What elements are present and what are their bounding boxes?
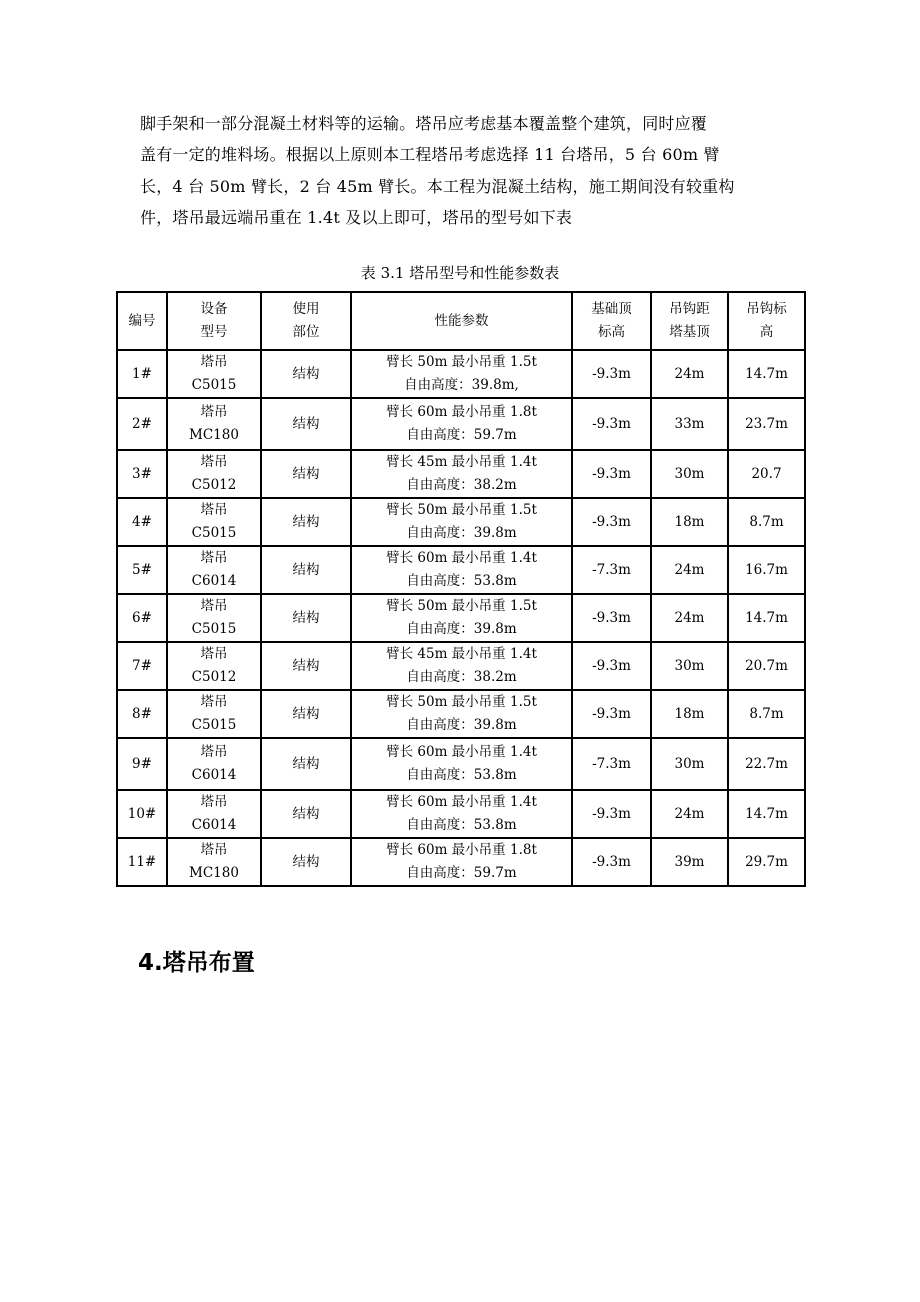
column-header-line: 编号 — [128, 312, 156, 329]
cell-foundation-elevation — [572, 738, 651, 790]
cell-id — [117, 738, 167, 790]
paragraph-line: 脚手架和一部分混凝土材料等的运输。塔吊应考虑基本覆盖整个建筑，同时应覆 — [140, 114, 708, 133]
cell-hook-distance — [651, 498, 728, 546]
cell-hook-elevation — [728, 838, 805, 886]
column-header — [572, 292, 651, 350]
cell-foundation-elevation-text: -9.3m — [592, 415, 631, 432]
column-header-line: 塔基顶 — [669, 324, 710, 340]
cell-equipment-model-text: 塔吊 — [200, 550, 228, 566]
cell-equipment-model-text: C5012 — [191, 477, 237, 493]
column-header-line: 吊钩距 — [669, 301, 710, 317]
cell-performance-text: 自由高度：39.8m — [406, 717, 517, 733]
cell-location-text: 结构 — [292, 415, 320, 432]
cell-performance-text: 自由高度：53.8m — [406, 767, 517, 783]
cell-id-text: 5# — [132, 561, 152, 578]
cell-equipment-model — [167, 398, 261, 450]
cell-location-text: 结构 — [292, 805, 320, 822]
cell-id-text: 3# — [132, 465, 152, 482]
cell-performance-text: 臂长 50m 最小吊重 1.5t — [386, 502, 537, 518]
cell-id-text: 6# — [132, 609, 152, 626]
cell-foundation-elevation-text: -7.3m — [592, 561, 631, 578]
cell-hook-elevation-text: 22.7m — [745, 755, 788, 772]
cell-equipment-model-text: 塔吊 — [200, 744, 228, 760]
cell-equipment-model-text: MC180 — [189, 427, 239, 443]
cell-foundation-elevation — [572, 398, 651, 450]
cell-location-text: 结构 — [292, 657, 320, 674]
cell-hook-elevation-text: 20.7m — [745, 657, 788, 674]
paragraph-line: 件，塔吊最远端吊重在 1.4t 及以上即可，塔吊的型号如下表 — [140, 207, 573, 227]
cell-hook-elevation-text: 20.7 — [751, 465, 782, 482]
cell-id-text: 7# — [132, 657, 152, 674]
cell-equipment-model-text: C6014 — [191, 817, 237, 833]
cell-performance — [351, 498, 572, 546]
cell-equipment-model — [167, 738, 261, 790]
cell-foundation-elevation-text: -9.3m — [592, 609, 631, 626]
cell-hook-distance — [651, 642, 728, 690]
cell-hook-distance-text: 33m — [674, 415, 705, 432]
cell-id-text: 4# — [132, 513, 152, 530]
cell-hook-distance — [651, 546, 728, 594]
paragraph-line: 长，4 台 50m 臂长，2 台 45m 臂长。本工程为混凝土结构，施工期间没有较重构 — [140, 176, 735, 196]
cell-performance-text: 自由高度：59.7m — [406, 427, 517, 443]
cell-hook-elevation — [728, 350, 805, 398]
cell-foundation-elevation — [572, 546, 651, 594]
column-header-line: 部位 — [292, 324, 320, 340]
cell-hook-elevation-text: 16.7m — [745, 561, 788, 578]
cell-performance-text: 臂长 60m 最小吊重 1.8t — [386, 842, 537, 858]
column-header-line: 使用 — [292, 301, 320, 317]
cell-hook-distance-text: 24m — [674, 561, 705, 578]
cell-id — [117, 594, 167, 642]
table-row — [117, 498, 805, 546]
column-header — [167, 292, 261, 350]
cell-hook-distance-text: 30m — [674, 657, 705, 674]
cell-performance-text: 自由高度：53.8m — [406, 817, 517, 833]
cell-equipment-model-text: 塔吊 — [200, 694, 228, 710]
cell-equipment-model-text: 塔吊 — [200, 404, 228, 420]
cell-hook-elevation — [728, 498, 805, 546]
table-row — [117, 450, 805, 498]
cell-id-text: 2# — [132, 415, 152, 432]
cell-hook-distance-text: 24m — [674, 365, 705, 382]
cell-hook-distance-text: 30m — [674, 755, 705, 772]
cell-id — [117, 642, 167, 690]
cell-location-text: 结构 — [292, 365, 320, 382]
cell-hook-distance — [651, 450, 728, 498]
cell-hook-elevation-text: 14.7m — [745, 365, 788, 382]
cell-id — [117, 546, 167, 594]
cell-equipment-model-text: MC180 — [189, 865, 239, 881]
header-row — [117, 292, 805, 350]
cell-location-text: 结构 — [292, 755, 320, 772]
cell-equipment-model — [167, 642, 261, 690]
column-header-line: 高 — [759, 324, 774, 340]
cell-location — [261, 350, 351, 398]
cell-location — [261, 838, 351, 886]
cell-equipment-model-text: 塔吊 — [200, 502, 228, 518]
cell-location-text: 结构 — [292, 513, 320, 530]
cell-foundation-elevation — [572, 450, 651, 498]
cell-location-text: 结构 — [292, 853, 320, 870]
cell-performance — [351, 450, 572, 498]
cell-foundation-elevation — [572, 690, 651, 738]
cell-foundation-elevation — [572, 498, 651, 546]
cell-performance-text: 臂长 50m 最小吊重 1.5t — [386, 694, 537, 710]
column-header-line: 性能参数 — [434, 312, 489, 329]
cell-hook-elevation-text: 8.7m — [749, 705, 784, 722]
cell-foundation-elevation-text: -9.3m — [592, 513, 631, 530]
cell-location — [261, 790, 351, 838]
cell-performance-text: 臂长 60m 最小吊重 1.4t — [386, 550, 537, 566]
cell-hook-elevation — [728, 546, 805, 594]
cell-hook-elevation — [728, 398, 805, 450]
cell-foundation-elevation-text: -9.3m — [592, 805, 631, 822]
cell-id — [117, 498, 167, 546]
cell-hook-distance — [651, 738, 728, 790]
cell-performance-text: 自由高度：53.8m — [406, 573, 517, 589]
cell-hook-elevation — [728, 450, 805, 498]
cell-performance — [351, 594, 572, 642]
cell-performance-text: 自由高度：39.8m — [406, 525, 517, 541]
cell-id-text: 10# — [127, 805, 157, 822]
cell-location — [261, 594, 351, 642]
cell-foundation-elevation-text: -9.3m — [592, 657, 631, 674]
cell-performance — [351, 398, 572, 450]
cell-performance-text: 自由高度：38.2m — [406, 669, 517, 685]
cell-location — [261, 546, 351, 594]
cell-performance-text: 臂长 60m 最小吊重 1.8t — [386, 404, 537, 420]
cell-location-text: 结构 — [292, 609, 320, 626]
cell-hook-distance — [651, 350, 728, 398]
cell-id — [117, 690, 167, 738]
cell-hook-elevation-text: 14.7m — [745, 609, 788, 626]
cell-performance — [351, 350, 572, 398]
cell-hook-elevation-text: 23.7m — [745, 415, 788, 432]
table-row — [117, 690, 805, 738]
cell-equipment-model — [167, 594, 261, 642]
cell-equipment-model — [167, 498, 261, 546]
table-row — [117, 642, 805, 690]
cell-foundation-elevation-text: -9.3m — [592, 465, 631, 482]
cell-foundation-elevation — [572, 350, 651, 398]
cell-performance — [351, 546, 572, 594]
column-header-line: 标高 — [598, 324, 625, 340]
cell-location — [261, 642, 351, 690]
cell-performance-text: 臂长 45m 最小吊重 1.4t — [386, 454, 537, 470]
column-header — [117, 292, 167, 350]
body-paragraph — [140, 108, 796, 233]
cell-foundation-elevation — [572, 594, 651, 642]
cell-hook-elevation-text: 8.7m — [749, 513, 784, 530]
tower-crane-spec-table — [116, 291, 806, 887]
cell-performance-text: 自由高度：39.8m — [406, 621, 517, 637]
table-header — [117, 292, 805, 350]
cell-id — [117, 450, 167, 498]
paragraph-line: 盖有一定的堆料场。根据以上原则本工程塔吊考虑选择 11 台塔吊，5 台 60m 臂 — [140, 145, 720, 165]
cell-equipment-model-text: C6014 — [191, 573, 237, 589]
cell-hook-elevation — [728, 690, 805, 738]
cell-hook-distance — [651, 398, 728, 450]
cell-equipment-model-text: 塔吊 — [200, 646, 228, 662]
cell-equipment-model-text: C5015 — [191, 525, 237, 541]
column-header-line: 基础顶 — [591, 301, 632, 317]
table-body — [117, 350, 805, 886]
cell-performance — [351, 838, 572, 886]
cell-id-text: 9# — [132, 755, 152, 772]
cell-hook-distance-text: 39m — [674, 853, 705, 870]
cell-performance-text: 臂长 50m 最小吊重 1.5t — [386, 354, 537, 370]
cell-performance — [351, 790, 572, 838]
table-row — [117, 838, 805, 886]
cell-foundation-elevation — [572, 642, 651, 690]
cell-foundation-elevation-text: -7.3m — [592, 755, 631, 772]
cell-id-text: 8# — [132, 705, 152, 722]
cell-hook-distance-text: 30m — [674, 465, 705, 482]
cell-location-text: 结构 — [292, 465, 320, 482]
cell-hook-elevation — [728, 642, 805, 690]
cell-equipment-model-text: C6014 — [191, 767, 237, 783]
cell-id — [117, 838, 167, 886]
column-header-line: 设备 — [200, 301, 228, 317]
column-header — [261, 292, 351, 350]
cell-location — [261, 738, 351, 790]
cell-equipment-model — [167, 790, 261, 838]
table-row — [117, 594, 805, 642]
cell-hook-distance-text: 18m — [674, 705, 705, 722]
cell-equipment-model — [167, 546, 261, 594]
cell-performance — [351, 738, 572, 790]
cell-hook-distance — [651, 690, 728, 738]
cell-location — [261, 450, 351, 498]
cell-performance-text: 臂长 60m 最小吊重 1.4t — [386, 794, 537, 810]
cell-id-text: 11# — [127, 853, 157, 870]
table-caption: 表 3.1 塔吊型号和性能参数表 — [360, 264, 560, 282]
cell-id — [117, 790, 167, 838]
cell-foundation-elevation — [572, 790, 651, 838]
table-row — [117, 790, 805, 838]
cell-performance-text: 自由高度：59.7m — [406, 865, 517, 881]
cell-hook-distance-text: 18m — [674, 513, 705, 530]
cell-id — [117, 398, 167, 450]
cell-performance-text: 臂长 50m 最小吊重 1.5t — [386, 598, 537, 614]
cell-equipment-model-text: C5012 — [191, 669, 237, 685]
column-header — [728, 292, 805, 350]
cell-hook-distance — [651, 790, 728, 838]
cell-foundation-elevation-text: -9.3m — [592, 365, 631, 382]
column-header-line: 吊钩标 — [746, 301, 787, 317]
cell-performance-text: 臂长 45m 最小吊重 1.4t — [386, 646, 537, 662]
table-row — [117, 738, 805, 790]
cell-equipment-model-text: C5015 — [191, 377, 237, 393]
cell-hook-distance-text: 24m — [674, 609, 705, 626]
column-header-line: 型号 — [200, 324, 228, 340]
section-heading: 4.塔吊布置 — [138, 950, 255, 976]
cell-equipment-model-text: C5015 — [191, 717, 237, 733]
cell-equipment-model-text: 塔吊 — [200, 454, 228, 470]
cell-equipment-model-text: C5015 — [191, 621, 237, 637]
cell-performance-text: 自由高度：39.8m, — [404, 377, 519, 393]
cell-hook-elevation-text: 29.7m — [745, 853, 788, 870]
cell-location-text: 结构 — [292, 561, 320, 578]
cell-performance — [351, 690, 572, 738]
cell-equipment-model — [167, 350, 261, 398]
cell-hook-distance-text: 24m — [674, 805, 705, 822]
cell-equipment-model-text: 塔吊 — [200, 794, 228, 810]
cell-performance — [351, 642, 572, 690]
cell-location-text: 结构 — [292, 705, 320, 722]
cell-hook-distance — [651, 594, 728, 642]
column-header — [351, 292, 572, 350]
table-row — [117, 350, 805, 398]
cell-id — [117, 350, 167, 398]
cell-equipment-model-text: 塔吊 — [200, 842, 228, 858]
cell-location — [261, 498, 351, 546]
column-header — [651, 292, 728, 350]
cell-location — [261, 690, 351, 738]
cell-hook-elevation — [728, 790, 805, 838]
table-row — [117, 546, 805, 594]
cell-hook-elevation — [728, 594, 805, 642]
cell-equipment-model-text: 塔吊 — [200, 598, 228, 614]
cell-equipment-model — [167, 450, 261, 498]
cell-hook-elevation-text: 14.7m — [745, 805, 788, 822]
cell-hook-elevation — [728, 738, 805, 790]
cell-hook-distance — [651, 838, 728, 886]
cell-equipment-model — [167, 838, 261, 886]
cell-foundation-elevation-text: -9.3m — [592, 705, 631, 722]
cell-id-text: 1# — [132, 365, 152, 382]
cell-equipment-model-text: 塔吊 — [200, 354, 228, 370]
cell-performance-text: 臂长 60m 最小吊重 1.4t — [386, 744, 537, 760]
cell-performance-text: 自由高度：38.2m — [406, 477, 517, 493]
cell-foundation-elevation — [572, 838, 651, 886]
table-row — [117, 398, 805, 450]
cell-location — [261, 398, 351, 450]
cell-equipment-model — [167, 690, 261, 738]
cell-foundation-elevation-text: -9.3m — [592, 853, 631, 870]
